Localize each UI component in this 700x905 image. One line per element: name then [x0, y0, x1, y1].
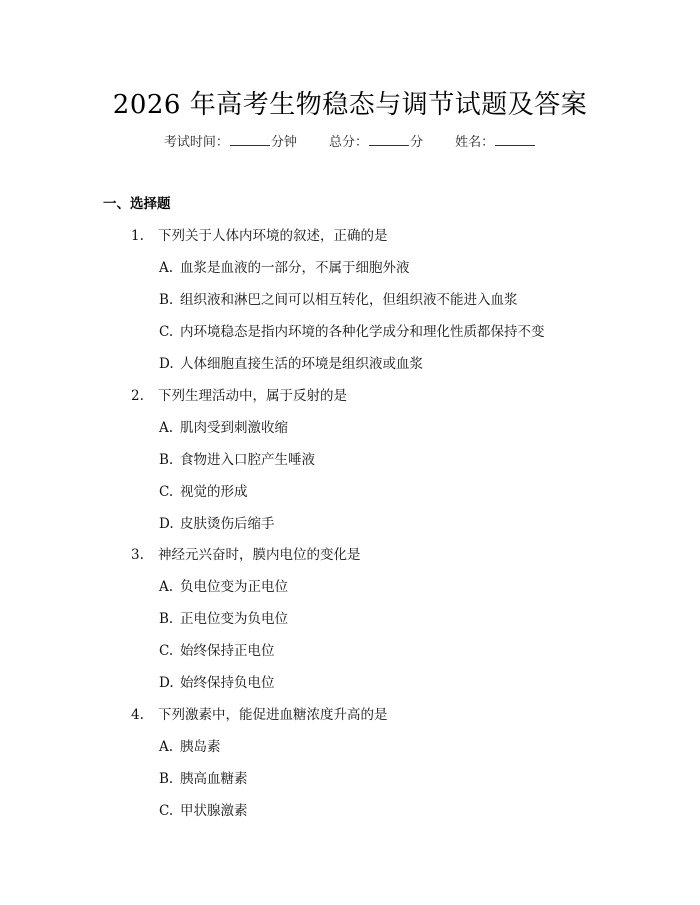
question-3-option-c — [159, 639, 275, 659]
option-text: 人体细胞直接生活的环境是组织液或血浆 — [180, 356, 423, 372]
exam-time-unit: 分钟 — [270, 135, 297, 150]
total-score-field — [329, 131, 423, 150]
question-1-option-a — [159, 256, 410, 276]
option-text: 正电位变为负电位 — [180, 611, 288, 627]
exam-info-row — [0, 131, 700, 150]
option-letter: C. — [159, 643, 174, 659]
question-2 — [131, 384, 347, 404]
option-letter: B. — [159, 452, 174, 468]
option-letter: A. — [159, 739, 174, 755]
question-number: 3. — [131, 547, 144, 563]
question-1-option-c — [159, 320, 545, 340]
option-letter: A. — [159, 579, 174, 595]
question-2-option-d — [159, 512, 275, 532]
option-letter: B. — [159, 292, 174, 308]
question-number: 4. — [131, 707, 144, 723]
option-text: 负电位变为正电位 — [180, 579, 288, 595]
option-letter: C. — [159, 803, 174, 819]
option-letter: A. — [159, 420, 174, 436]
section-heading: 一、选择题 — [103, 196, 171, 212]
option-text: 甲状腺激素 — [180, 803, 248, 819]
option-letter: D. — [159, 675, 174, 691]
option-text: 食物进入口腔产生唾液 — [180, 452, 315, 468]
name-field — [455, 131, 536, 150]
option-text: 肌肉受到刺激收缩 — [180, 420, 288, 436]
option-letter: C. — [159, 324, 174, 340]
option-text: 组织液和淋巴之间可以相互转化，但组织液不能进入血浆 — [180, 292, 518, 308]
question-4-option-a — [159, 735, 221, 755]
question-2-option-c — [159, 480, 248, 500]
option-text: 皮肤烫伤后缩手 — [180, 516, 275, 532]
question-1-option-b — [159, 288, 518, 308]
question-text: 下列激素中，能促进血糖浓度升高的是 — [158, 707, 388, 723]
question-1 — [131, 224, 388, 244]
question-3 — [131, 543, 361, 563]
option-text: 始终保持负电位 — [180, 675, 275, 691]
name-blank — [495, 133, 535, 146]
question-text: 下列关于人体内环境的叙述，正确的是 — [158, 228, 388, 244]
option-text: 视觉的形成 — [180, 484, 248, 500]
option-letter: C. — [159, 484, 174, 500]
question-4 — [131, 703, 388, 723]
option-text: 胰高血糖素 — [180, 771, 248, 787]
option-letter: D. — [159, 356, 174, 372]
option-text: 胰岛素 — [180, 739, 221, 755]
option-letter: A. — [159, 260, 174, 276]
question-text: 下列生理活动中，属于反射的是 — [158, 388, 347, 404]
question-number: 1. — [131, 228, 144, 244]
option-text: 始终保持正电位 — [180, 643, 275, 659]
exam-time-field — [164, 131, 297, 150]
question-text: 神经元兴奋时，膜内电位的变化是 — [158, 547, 361, 563]
total-score-blank — [369, 133, 409, 146]
question-3-option-b — [159, 607, 288, 627]
question-1-option-d — [159, 352, 423, 372]
option-text: 血浆是血液的一部分，不属于细胞外液 — [180, 260, 410, 276]
question-4-option-b — [159, 767, 248, 787]
option-letter: B. — [159, 611, 174, 627]
option-letter: B. — [159, 771, 174, 787]
question-3-option-d — [159, 671, 275, 691]
total-score-unit: 分 — [410, 135, 424, 150]
question-2-option-b — [159, 448, 315, 468]
exam-time-label: 考试时间： — [163, 135, 229, 150]
name-label: 姓名： — [455, 135, 495, 150]
question-4-option-c — [159, 799, 248, 819]
question-3-option-a — [159, 575, 288, 595]
option-text: 内环境稳态是指内环境的各种化学成分和理化性质都保持不变 — [180, 324, 545, 340]
total-score-label: 总分： — [328, 135, 368, 150]
question-2-option-a — [159, 416, 288, 436]
exam-title: 2026 年高考生物稳态与调节试题及答案 — [112, 90, 588, 120]
exam-time-blank — [230, 133, 270, 146]
question-number: 2. — [131, 388, 144, 404]
option-letter: D. — [159, 516, 174, 532]
